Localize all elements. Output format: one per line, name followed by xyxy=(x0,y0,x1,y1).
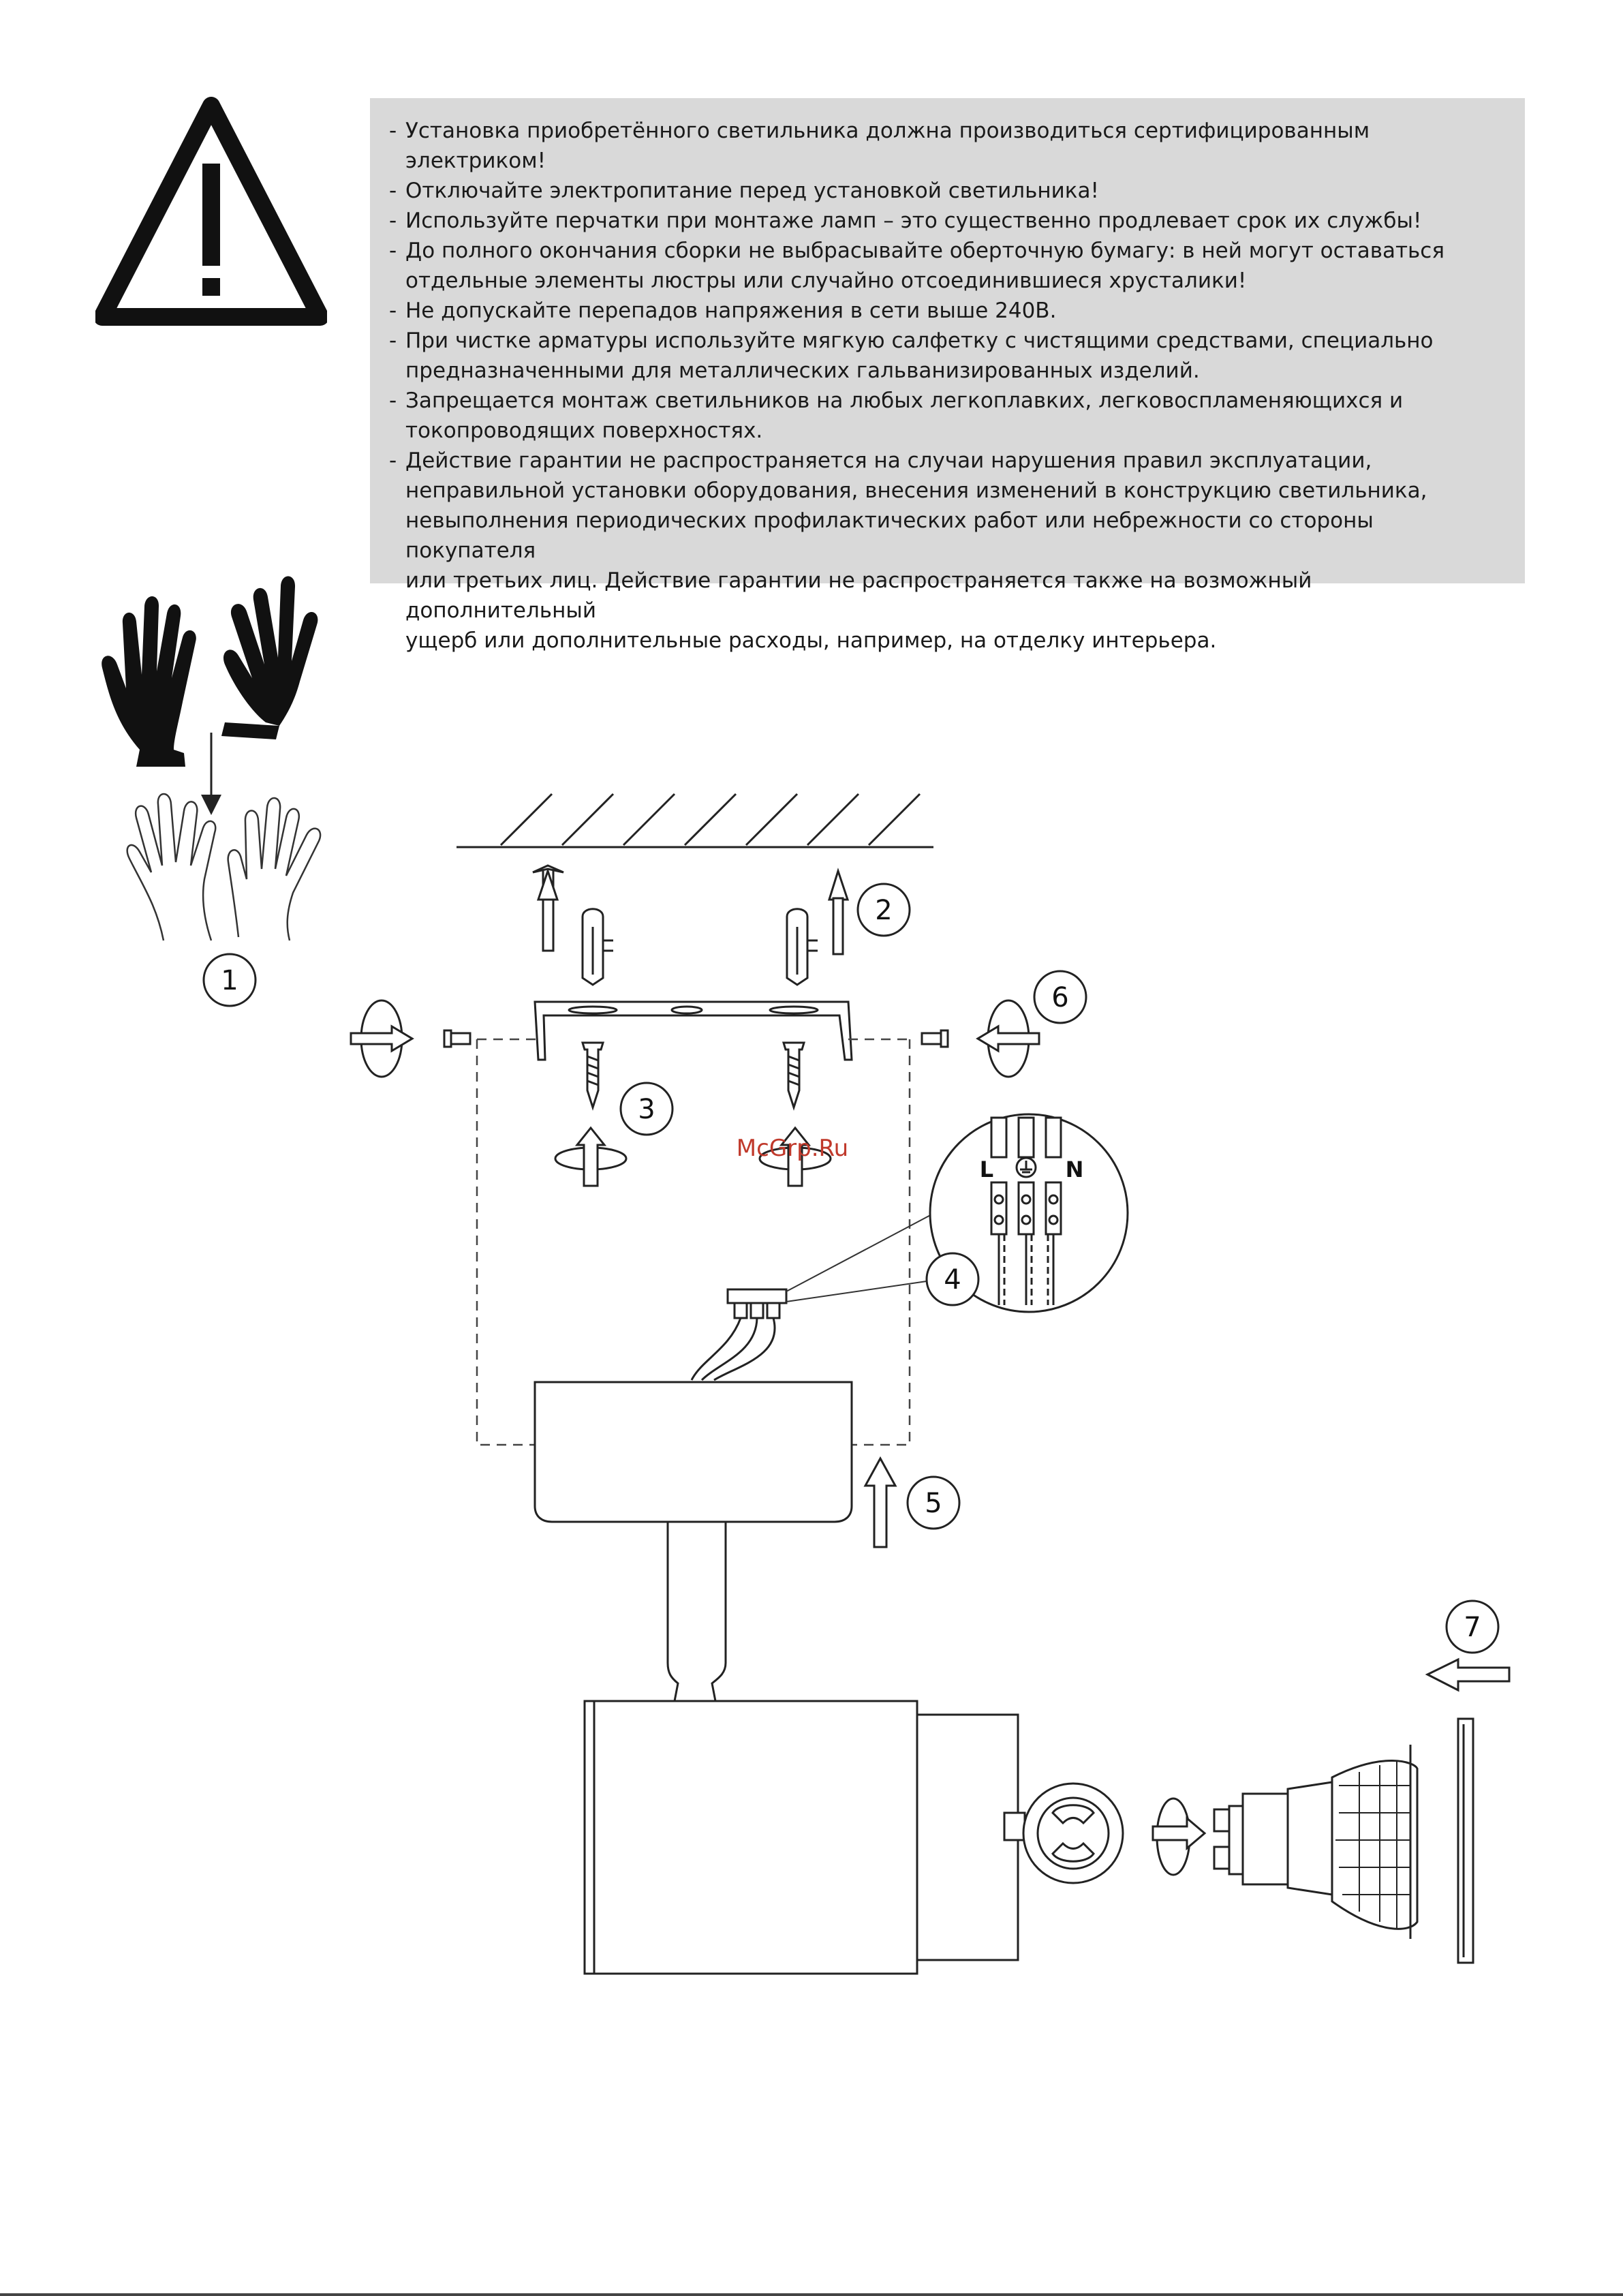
svg-text:3: 3 xyxy=(638,1094,655,1125)
gu10-bulb xyxy=(1214,1745,1417,1939)
watermark: McGrp.Ru xyxy=(736,1135,849,1162)
gu10-socket xyxy=(1004,1784,1123,1883)
warning-line: - До полного окончания сборки не выбрасывайте оберточную бумагу: в ней могут оставаться xyxy=(405,239,1444,263)
svg-text:4: 4 xyxy=(944,1264,961,1296)
warning-line: - Используйте перчатки при монтаже ламп – это существенно продлевает срок их службы! xyxy=(405,209,1422,233)
warning-line: отдельные элементы люстры или случайно отсоединившиеся хрусталики! xyxy=(405,269,1247,293)
warning-line: - Не допускайте перепадов напряжения в сети выше 240В. xyxy=(405,299,1057,323)
wall-plug xyxy=(583,909,818,985)
screw xyxy=(583,1043,804,1107)
ceiling xyxy=(457,794,933,847)
svg-text:6: 6 xyxy=(1051,982,1069,1013)
warning-line: предназначенными для металлических гальванизированных изделий. xyxy=(405,358,1200,383)
gloves-icon xyxy=(102,576,318,767)
warning-line: невыполнения периодических профилактических работ или небрежности со стороны покупателя xyxy=(405,508,1374,563)
mounting-bracket xyxy=(535,1002,852,1060)
step-badge-1 xyxy=(204,954,256,1006)
glass-cover xyxy=(1458,1719,1473,1963)
terminal-label-live: L xyxy=(979,1157,994,1182)
warning-line: - При чистке арматуры используйте мягкую салфетку с чистящими средствами, специально xyxy=(405,328,1434,353)
leader-line xyxy=(786,1212,937,1302)
step-badge-3 xyxy=(621,1083,673,1135)
up-arrow xyxy=(865,1458,895,1547)
step-badge-5 xyxy=(908,1477,959,1529)
step-badge-7 xyxy=(1447,1601,1498,1653)
warning-line: токопроводящих поверхностях. xyxy=(405,418,763,443)
bottom-rule xyxy=(0,2293,1623,2296)
warning-line: - Установка приобретённого светильника должна производиться сертифицированным электриком! xyxy=(405,119,1370,173)
warning-line: или третьих лиц. Действие гарантии не распространяется также на возможный дополнительный xyxy=(405,568,1312,623)
canopy xyxy=(535,1382,852,1522)
svg-text:7: 7 xyxy=(1464,1612,1481,1643)
terminal-block xyxy=(692,1289,786,1380)
left-arrow xyxy=(1427,1659,1509,1690)
lamp-stem xyxy=(668,1522,726,1701)
warning-line: - Отключайте электропитание перед установкой светильника! xyxy=(405,179,1099,203)
warning-line: ущерб или дополнительные расходы, например, на отделку интерьера. xyxy=(405,628,1217,653)
svg-text:2: 2 xyxy=(875,895,893,926)
warning-line: - Действие гарантии не распространяется на случаи нарушения правил эксплуатации, xyxy=(405,448,1372,473)
step-badge-6 xyxy=(1034,971,1086,1023)
warning-line: - Запрещается монтаж светильников на любых легкоплавких, легковоспламеняющихся и xyxy=(405,388,1404,413)
lamp-body xyxy=(585,1701,1018,1974)
svg-text:1: 1 xyxy=(221,965,238,996)
bare-hands-icon xyxy=(127,794,320,940)
rotate-arrow-icon xyxy=(1153,1798,1205,1875)
svg-text:5: 5 xyxy=(925,1488,942,1519)
step-badge-2 xyxy=(858,884,910,936)
step-badge-4 xyxy=(927,1253,978,1305)
terminal-label-neutral: N xyxy=(1065,1157,1084,1182)
warning-line: неправильной установки оборудования, внесения изменений в конструкцию светильника, xyxy=(405,478,1427,503)
